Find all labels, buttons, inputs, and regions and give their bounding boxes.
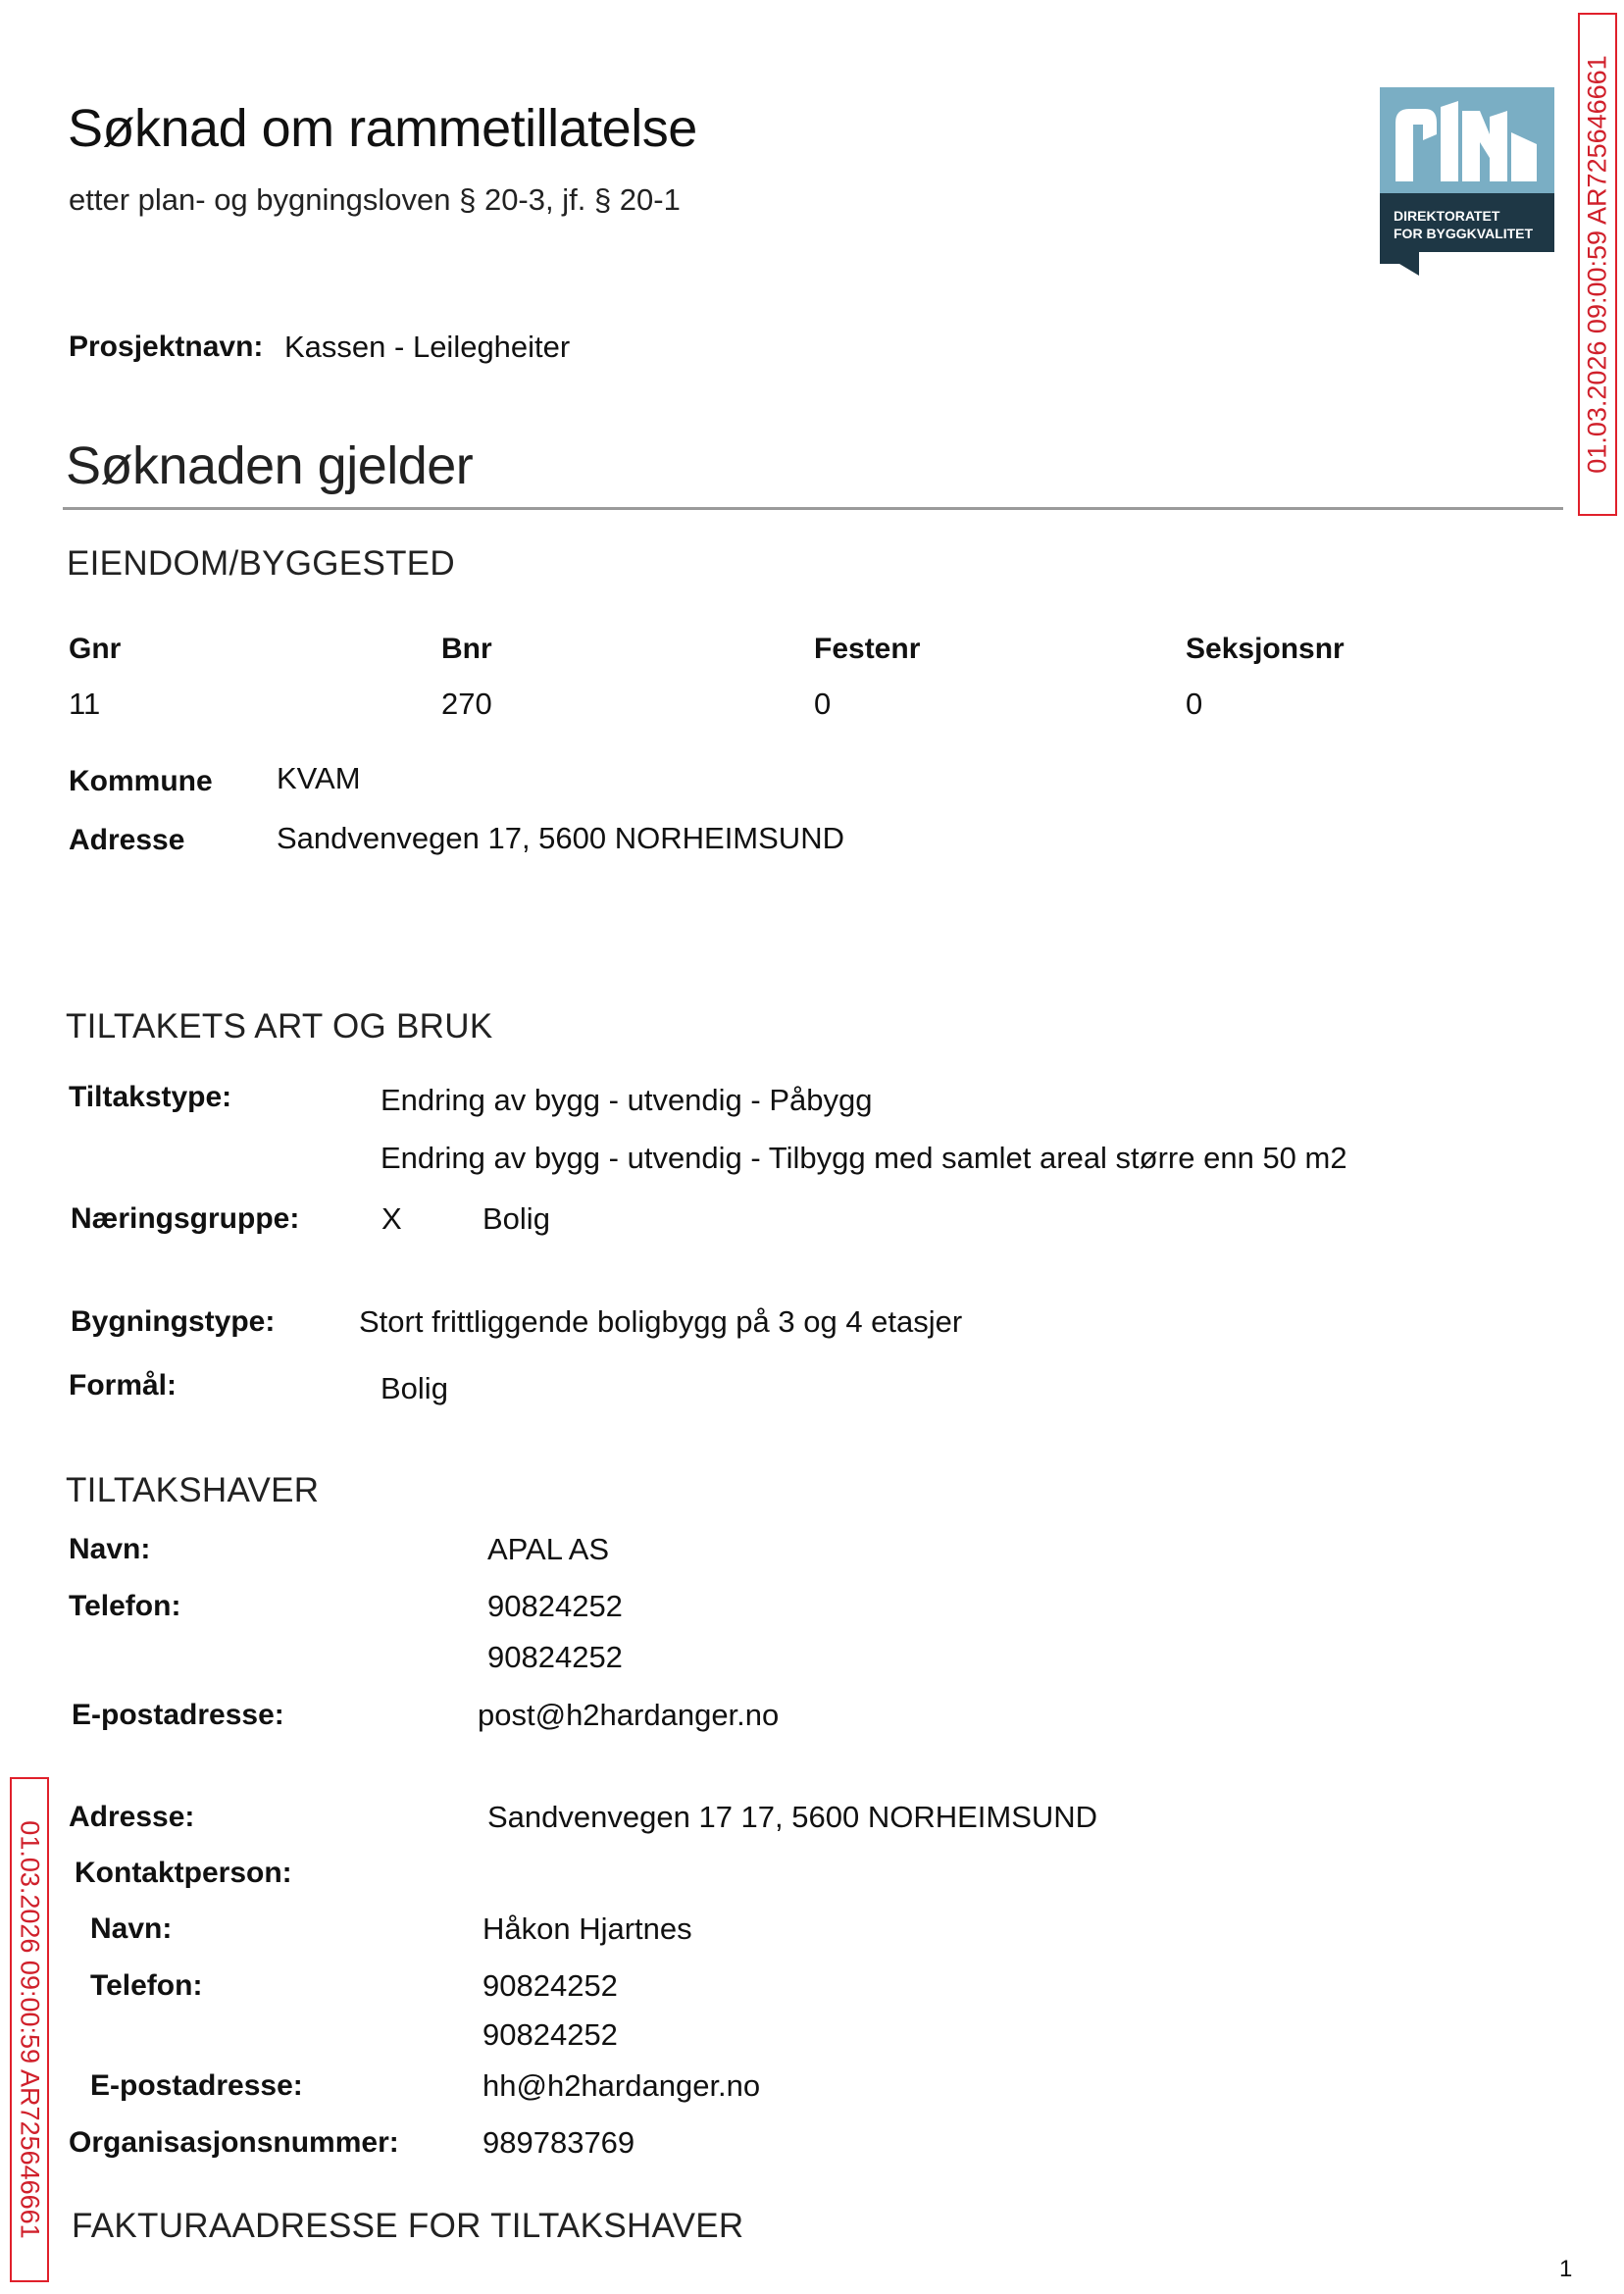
stamp-text: 01.03.2026 09:00:59 AR725646661 [15, 1820, 45, 2239]
eiendom-section-title: EIENDOM/BYGGESTED [67, 544, 455, 583]
stamp-text: 01.03.2026 09:00:59 AR725646661 [1582, 55, 1612, 474]
kommune-label: Kommune [69, 765, 213, 797]
project-name-label: Prosjektnavn: [69, 331, 264, 363]
kontakt-navn-value: Håkon Hjartnes [482, 1912, 692, 1946]
document-subtitle: etter plan- og bygningsloven § 20-3, jf. § 20-1 [69, 182, 681, 217]
eiendom-header-seksjonsnr: Seksjonsnr [1186, 633, 1345, 665]
kontakt-telefon-value-1: 90824252 [482, 1968, 618, 2003]
kontakt-telefon-value-2: 90824252 [482, 2017, 618, 2052]
tiltakshaver-adresse-value: Sandvenvegen 17 17, 5600 NORHEIMSUND [487, 1800, 1098, 1834]
eiendom-header-festenr: Festenr [814, 633, 921, 665]
tiltakshaver-navn-label: Navn: [69, 1533, 151, 1565]
organisasjonsnummer-label: Organisasjonsnummer: [69, 2126, 399, 2159]
kontakt-navn-label: Navn: [90, 1912, 173, 1945]
eiendom-value-gnr: 11 [69, 687, 101, 721]
bygningstype-value: Stort frittliggende boligbygg på 3 og 4 etasjer [359, 1304, 963, 1339]
eiendom-value-bnr: 270 [441, 687, 492, 721]
eiendom-value-festenr: 0 [814, 687, 832, 721]
bygningstype-label: Bygningstype: [71, 1305, 276, 1338]
tiltakstype-value-2: Endring av bygg - utvendig - Tilbygg med samlet areal større enn 50 m2 [381, 1141, 1347, 1175]
stamp-top-right [1578, 13, 1617, 516]
dibk-logo [1380, 87, 1554, 276]
eiendom-header-gnr: Gnr [69, 633, 122, 665]
organisasjonsnummer-value: 989783769 [482, 2125, 635, 2160]
kommune-value: KVAM [277, 761, 361, 795]
tiltakshaver-epost-value: post@h2hardanger.no [478, 1698, 780, 1732]
dibk-logo-graphic [1380, 87, 1554, 276]
project-name-value: Kassen - Leilegheiter [284, 330, 571, 364]
heading-divider [63, 507, 1563, 510]
formal-value: Bolig [381, 1371, 448, 1405]
faktura-section-title: FAKTURAADRESSE FOR TILTAKSHAVER [72, 2207, 744, 2245]
naeringsgruppe-label: Næringsgruppe: [71, 1202, 300, 1235]
kontakt-telefon-label: Telefon: [90, 1969, 203, 2002]
kontakt-epost-label: E-postadresse: [90, 2069, 303, 2102]
kontaktperson-label: Kontaktperson: [75, 1857, 292, 1889]
logo-text-line1: DIREKTORATET [1394, 208, 1500, 224]
section-heading: Søknaden gjelder [66, 436, 474, 495]
naeringsgruppe-value: Bolig [482, 1201, 550, 1236]
formal-label: Formål: [69, 1369, 178, 1402]
eiendom-header-bnr: Bnr [441, 633, 492, 665]
tiltak-section-title: TILTAKETS ART OG BRUK [66, 1007, 493, 1045]
kontakt-epost-value: hh@h2hardanger.no [482, 2068, 761, 2103]
tiltakshaver-telefon-value-1: 90824252 [487, 1589, 623, 1623]
tiltakshaver-section-title: TILTAKSHAVER [66, 1471, 320, 1509]
tiltakshaver-telefon-value-2: 90824252 [487, 1640, 623, 1674]
page-number: 1 [1559, 2256, 1573, 2282]
document-title: Søknad om rammetillatelse [68, 99, 697, 158]
tiltakstype-label: Tiltakstype: [69, 1081, 232, 1113]
logo-text-line2: FOR BYGGKVALITET [1394, 226, 1534, 241]
tiltakshaver-telefon-label: Telefon: [69, 1590, 181, 1622]
adresse-label: Adresse [69, 824, 185, 856]
adresse-value: Sandvenvegen 17, 5600 NORHEIMSUND [277, 821, 844, 855]
tiltakshaver-adresse-label: Adresse: [69, 1801, 195, 1833]
eiendom-value-seksjonsnr: 0 [1186, 687, 1203, 721]
tiltakshaver-navn-value: APAL AS [487, 1532, 610, 1566]
stamp-left [10, 1777, 49, 2282]
tiltakstype-value-1: Endring av bygg - utvendig - Påbygg [381, 1083, 873, 1117]
tiltakshaver-epost-label: E-postadresse: [72, 1699, 284, 1731]
naeringsgruppe-code: X [381, 1201, 402, 1236]
